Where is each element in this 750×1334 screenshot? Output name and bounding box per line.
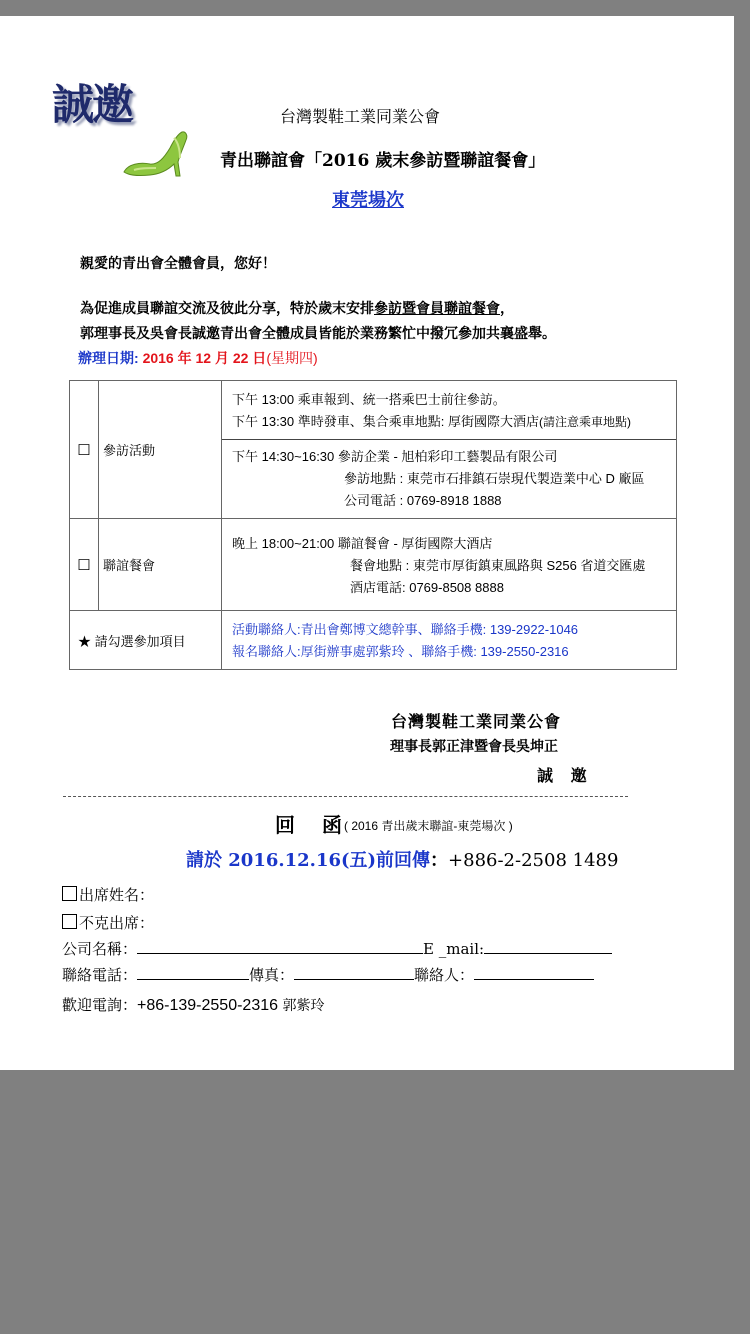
signature-invite: 誠 邀 <box>537 766 593 785</box>
attend-field[interactable]: 出席姓名： <box>62 884 154 905</box>
company-email-row: 公司名稱： E _mail: <box>62 938 612 959</box>
visit-label: 參訪活動 <box>99 381 222 519</box>
high-heel-shoe-icon <box>120 128 192 180</box>
dinner-line-1: 晚上 18:00~21:00 聯誼餐會 - 厚街國際大酒店 <box>232 535 493 551</box>
contact-input[interactable] <box>474 965 594 980</box>
phone-input[interactable] <box>137 965 249 980</box>
visit-details <box>222 381 677 519</box>
signature-org: 台灣製鞋工業同業公會 <box>391 712 562 731</box>
dinner-line-2: 餐會地點 : 東莞市厚街鎮東風路與 S256 省道交匯處 <box>350 557 646 573</box>
visit-line-2: 下午 13:30 準時發車、集合乘車地點: 厚街國際大酒店(請注意乘車地點) <box>232 414 631 429</box>
contact-row <box>70 611 677 670</box>
event-title: 青出聯誼會「2016 歲末參訪暨聯誼餐會」 <box>220 151 546 171</box>
visit-checkbox[interactable]: ☐ <box>70 381 99 519</box>
reply-note: ( 2016 青出歲末聯誼-東莞場次 ) <box>344 819 513 833</box>
visit-row <box>70 381 677 519</box>
signature-people: 理事長郭正津暨會長吳坤正 <box>390 739 558 755</box>
visit-line-4: 參訪地點 : 東莞市石排鎮石崇現代製造業中心 D 廠區 <box>344 471 645 486</box>
venue-session: 東莞場次 <box>332 190 404 211</box>
event-highlight: 參訪暨會員聯誼餐會 <box>374 301 500 317</box>
dinner-label: 聯誼餐會 <box>99 519 222 611</box>
paragraph-1: 為促進成員聯誼交流及彼此分享，特於歲末安排參訪暨會員聯誼餐會， <box>80 301 514 317</box>
fax-input[interactable] <box>294 965 414 980</box>
reply-title: 回 函 <box>275 813 352 837</box>
company-input[interactable] <box>137 939 423 954</box>
visit-line-5: 公司電話 : 0769-8918 1888 <box>344 493 502 508</box>
schedule-table <box>69 380 677 670</box>
phone-fax-contact-row: 聯絡電話： 傳真： 聯絡人： <box>62 964 594 985</box>
activity-contact: 活動聯絡人:青出會鄭博文總幹事、聯絡手機: 139-2922-1046 <box>232 622 579 637</box>
registration-contact: 報名聯絡人:厚街辦事處郭紫玲 、聯絡手機: 139-2550-2316 <box>232 644 569 659</box>
select-items-label: ★ 請勾選參加項目 <box>70 611 222 670</box>
enquiry-line: 歡迎電詢：+86-139-2550-2316 郭紫玲 <box>62 996 325 1014</box>
email-input[interactable] <box>484 939 612 954</box>
contact-details <box>222 611 677 670</box>
visit-line-3: 下午 14:30~16:30 參訪企業 - 旭柏彩印工藝製品有限公司 <box>232 449 558 464</box>
dinner-row <box>70 519 677 611</box>
association-name: 台灣製鞋工業同業公會 <box>280 107 441 126</box>
invitation-page <box>0 16 734 1070</box>
visit-line-1: 下午 13:00 乘車報到、統一搭乘巴士前往參訪。 <box>232 392 506 407</box>
dinner-line-3: 酒店電話: 0769-8508 8888 <box>350 579 504 595</box>
attend-checkbox[interactable] <box>62 886 77 901</box>
event-date: 辦理日期: 2016 年 12 月 22 日(星期四) <box>78 350 318 366</box>
fax-instruction: 請於 2016.12.16(五)前回傳：+886-2-2508 1489 <box>186 850 619 871</box>
dinner-details <box>222 519 677 611</box>
dinner-checkbox[interactable]: ☐ <box>70 519 99 611</box>
not-attend-field[interactable]: 不克出席： <box>62 912 154 933</box>
cut-line <box>63 796 628 797</box>
paragraph-2: 郭理事長及吳會長誠邀青出會全體成員皆能於業務繁忙中撥冗參加共襄盛舉。 <box>80 326 556 342</box>
invite-title: 誠邀 <box>52 80 133 129</box>
not-attend-checkbox[interactable] <box>62 914 77 929</box>
greeting: 親愛的青出會全體會員，您好！ <box>80 256 276 272</box>
